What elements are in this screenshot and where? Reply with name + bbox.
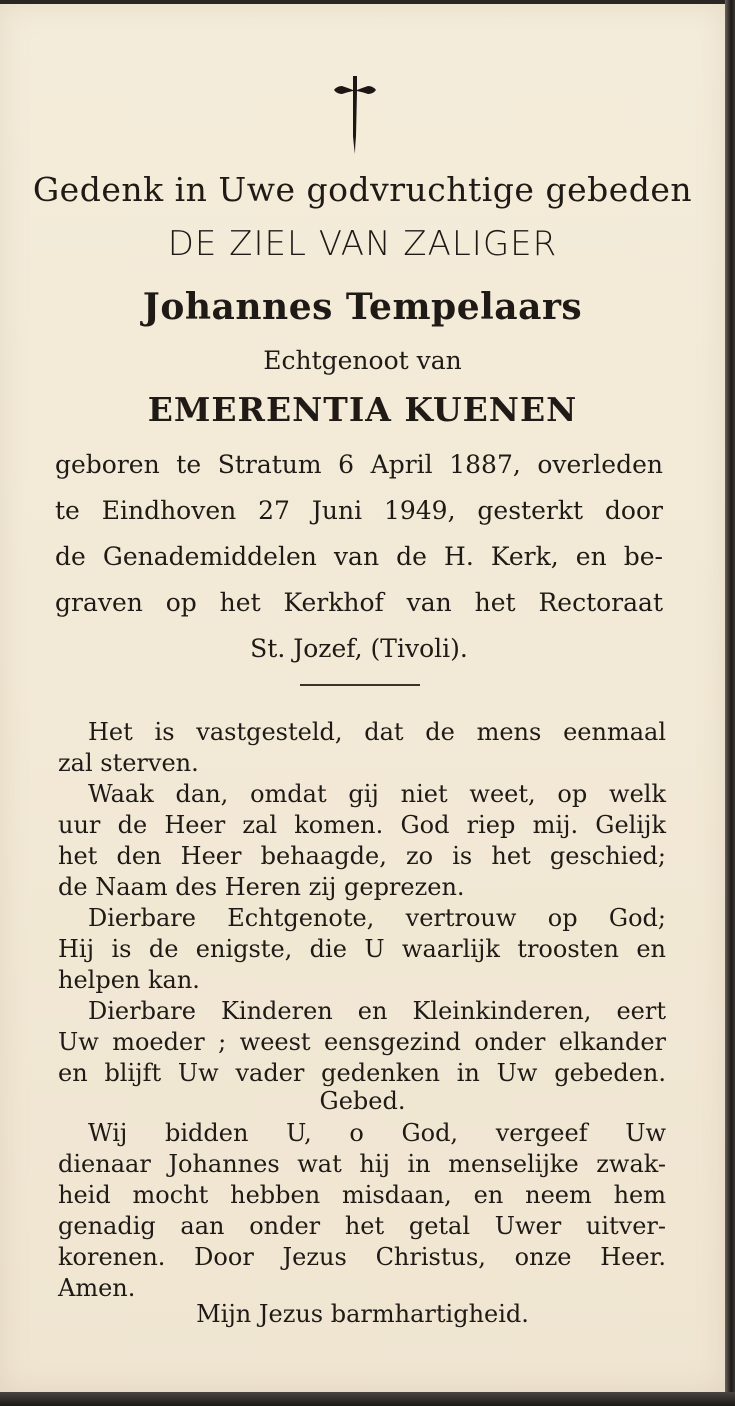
text-line: heid mocht hebben misdaan, en neem hem (58, 1181, 666, 1209)
memorial-card (0, 4, 725, 1392)
text-line: helpen kan. (58, 966, 200, 994)
spouse-name: EMERENTIA KUENEN (147, 390, 578, 429)
text-line: Mijn Jezus barmhartigheid. (196, 1300, 529, 1328)
biography-line: St. Jozef, (Tivoli). (250, 634, 468, 663)
biography-line: de Genademiddelen van de H. Kerk, en be- (55, 542, 663, 571)
text-line: Het is vastgesteld, dat de mens eenmaal (88, 718, 666, 746)
text-line: korenen. Door Jezus Christus, onze Heer. (58, 1243, 666, 1271)
text-line: Dierbare Kinderen en Kleinkinderen, eert (88, 997, 666, 1025)
heading-line-1: Gedenk in Uwe godvruchtige gebeden (32, 170, 693, 209)
text-line: Amen. (58, 1274, 136, 1302)
biography-line: geboren te Stratum 6 April 1887, overleden (55, 450, 663, 479)
text-line: zal sterven. (58, 749, 199, 777)
text-line: dienaar Johannes wat hij in menselijke zwak- (58, 1150, 666, 1178)
text-line: uur de Heer zal komen. God riep mij. Gelijk (58, 811, 666, 839)
scan-edge-right (725, 0, 735, 1406)
text-line: de Naam des Heren zij geprezen. (58, 873, 465, 901)
text-line: en blijft Uw vader gedenken in Uw gebeden. (58, 1059, 666, 1087)
spouse-label: Echtgenoot van (263, 346, 462, 375)
biography-line: graven op het Kerkhof van het Rectoraat (55, 588, 663, 617)
text-line: Uw moeder ; weest eensgezind onder elkander (58, 1028, 666, 1056)
text-line: Dierbare Echtgenote, vertrouw op God; (88, 904, 666, 932)
text-line: genadig aan onder het getal Uwer uitver- (58, 1212, 666, 1240)
heading-line-2: DE ZIEL VAN ZALIGER (167, 224, 558, 264)
text-line: het den Heer behaagde, zo is het geschied; (58, 842, 666, 870)
scan-edge-bottom (0, 1392, 735, 1406)
text-line: Gebed. (319, 1087, 406, 1115)
text-line: Hij is de enigste, die U waarlijk troosten en (58, 935, 666, 963)
text-line: Waak dan, omdat gij niet weet, op welk (88, 780, 666, 808)
deceased-name: Johannes Tempelaars (142, 286, 583, 328)
biography-line: te Eindhoven 27 Juni 1949, gesterkt door (55, 496, 663, 525)
divider (300, 684, 420, 686)
latin-cross-icon (332, 74, 378, 156)
text-line: Wij bidden U, o God, vergeef Uw (88, 1119, 666, 1147)
